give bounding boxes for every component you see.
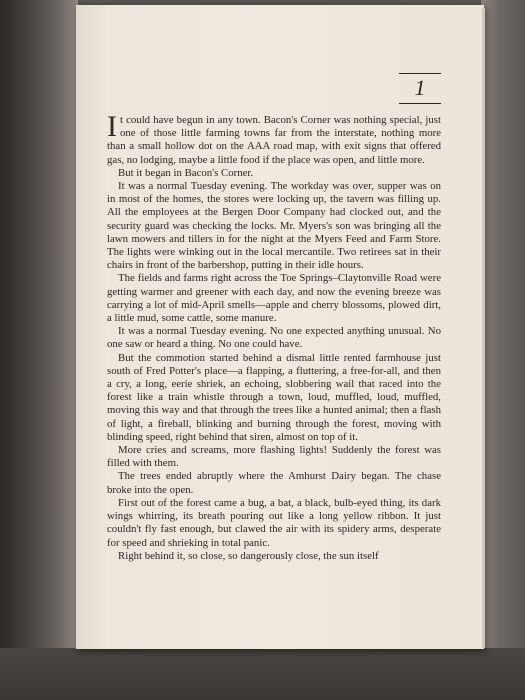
paragraph-2: But it began in Bacon's Corner. xyxy=(118,166,254,179)
paragraph-8: The trees ended abruptly where the Amhurst Dairy began. The chase broke into the open. xyxy=(107,470,441,496)
paragraph-9: First out of the forest came a bug, a bat, a black, bulb-eyed thing, its dark wings whirring, its breath pouring out like a long yellow ribbon. It just couldn't fly fast enough, but clawed the air with its spidery arms, desperate for speed and shrieking in total panic. xyxy=(107,496,441,549)
book-spine-shadow xyxy=(0,0,78,700)
paragraph-3: It was a normal Tuesday evening. The workday was over, supper was on in most of the homes, the stores were locking up, the tavern was filling up. All the employees at the Bergen Door Company had clocked out, and the security guard was checking the locks. Mr. Myers's son was bringing all the lawn mowers and tillers in for the night at the Myers Feed and Farm Store. The lights were winking out in the local mercantile. Two retirees sat in their chairs in front of the barbershop, putting in their idle hours. xyxy=(107,180,441,272)
paragraph-10: Right behind it, so close, so dangerously close, the sun itself xyxy=(118,549,379,562)
book-page xyxy=(76,5,484,649)
drop-cap: I xyxy=(107,110,117,143)
chapter-number: 1 xyxy=(414,75,426,100)
chapter-rule-bottom xyxy=(399,103,441,104)
backdrop-bottom xyxy=(0,648,525,700)
paragraph-5: It was a normal Tuesday evening. No one expected anything unusual. No one saw or heard a thing. No one could have. xyxy=(107,325,441,351)
story-text xyxy=(107,110,441,563)
paragraph-4: The fields and farms right across the Toe Springs–Claytonville Road were getting warmer and greener with each day, and now the evening breeze was carrying a lot of mid-April smells—apple and cherry blossoms, plowed dirt, a little mud, some cattle, some manure. xyxy=(107,272,441,325)
paragraph-6: But the commotion started behind a dismal little rented farmhouse just south of Fred Potter's place—a flapping, a fluttering, a free-for-all, and then a cry, a long, eerie shriek, an echoing, slobbering wail that raced into the forest like a train whistle through a town, loud, muffled, loud, muffled, moving this way and that through the trees like a hunted animal; then a flash of light, a fireball, blinking and burning through the forest, moving with blinding speed, right behind that siren, almost on top of it. xyxy=(107,351,441,443)
paragraph-7: More cries and screams, more flashing lights! Suddenly the forest was filled with them. xyxy=(107,444,441,470)
backdrop-right xyxy=(481,0,525,700)
chapter-rule-top xyxy=(399,73,441,74)
page-edge xyxy=(482,8,485,648)
paragraph-1 xyxy=(107,110,441,167)
paragraph-1-text: t could have begun in any town. Bacon's Corner was nothing special, just one of those little farming towns far from the interstate, nothing more than a small hollow dot on the AAA road map, with exit signs that offered gas, no lodging, maybe a little food if the place was open, and little more. xyxy=(107,114,441,166)
